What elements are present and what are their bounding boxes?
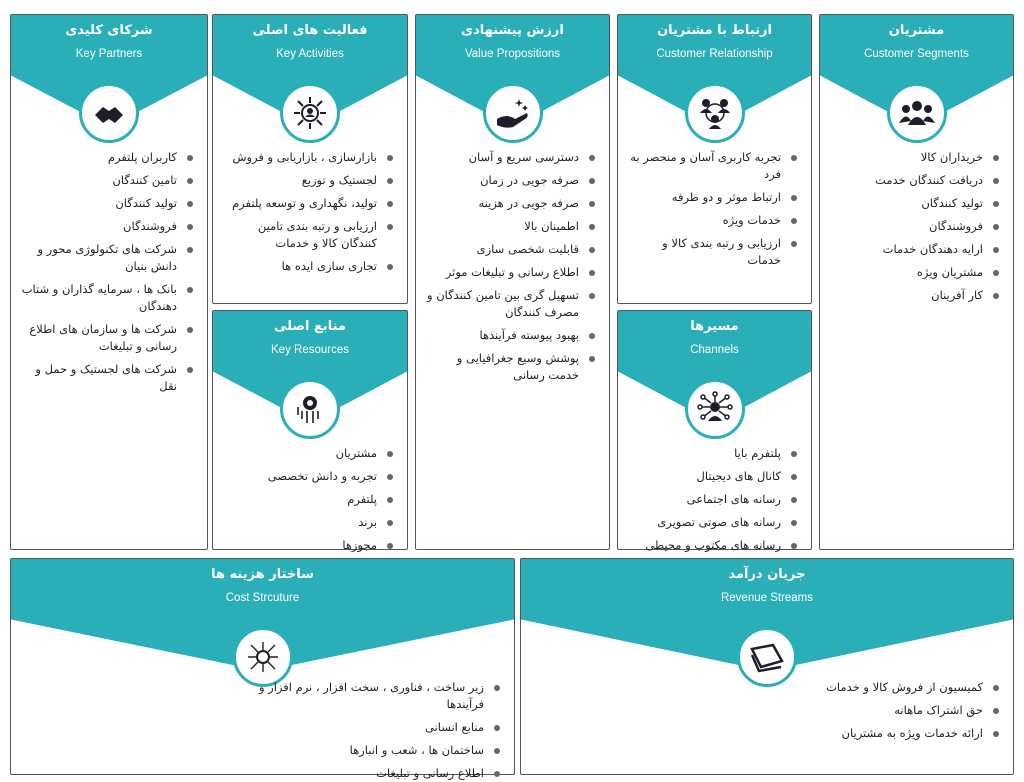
list-item: پلتفرم بایا: [628, 445, 797, 462]
panel-title-fa: مشتریان: [888, 23, 945, 38]
list-item: تجاری سازی ایده ها: [223, 258, 393, 275]
panel-header: [618, 15, 811, 135]
item-list: [823, 679, 1013, 742]
list-item: تولید کنندگان: [830, 195, 999, 212]
list-item: شرکت های تکنولوژی محور و دانش بنیان: [21, 241, 193, 275]
list-item: تولید کنندگان: [21, 195, 193, 212]
list-item: مشتریان ویژه: [830, 264, 999, 281]
panel-title-fa: مسیرها: [690, 319, 739, 334]
panel-title-fa: شرکای کلیدی: [65, 23, 153, 38]
panel-value-propositions: [415, 14, 610, 550]
list-item: فروشندگان: [830, 218, 999, 235]
panel-title-fa: منابع اصلی: [273, 319, 346, 334]
list-item: رسانه های مکتوب و محیطی: [628, 537, 797, 554]
list-item: مشتریان: [223, 445, 393, 462]
list-item: کانال های دیجیتال: [628, 468, 797, 485]
panel-title-en: Value Propositions: [464, 48, 561, 60]
panel-title-en: Revenue Streams: [720, 592, 814, 604]
list-item: شرکت های لجستیک و حمل و نقل: [21, 361, 193, 395]
network-person-icon: [280, 83, 340, 143]
panel-header: [11, 15, 207, 135]
hub-icon: [685, 379, 745, 439]
list-item: رسانه های اجتماعی: [628, 491, 797, 508]
item-list: [618, 431, 811, 554]
panel-revenue-streams: [520, 558, 1014, 775]
panel-header: [618, 311, 811, 431]
item-list: [213, 431, 407, 554]
list-item: بانک ها ، سرمایه گذاران و شتاب دهندگان: [21, 281, 193, 315]
panel-title-en: Channels: [690, 344, 739, 356]
handshake-icon: [79, 83, 139, 143]
item-list: [618, 135, 811, 269]
list-item: اطمینان بالا: [426, 218, 595, 235]
panel-channels: [617, 310, 812, 550]
panel-title-fa: ارتباط با مشتریان: [657, 23, 772, 38]
list-item: تامین کنندگان: [21, 172, 193, 189]
list-item: پوشش وسیع جغرافیایی و خدمت رسانی: [426, 350, 595, 384]
panel-cost-structure: [10, 558, 515, 780]
panel-title-en: Customer Segments: [864, 48, 969, 60]
panel-title-fa: ارزش پیشنهادی: [461, 23, 564, 38]
list-item: حق اشتراک ماهانه: [823, 702, 999, 719]
list-item: منابع انسانی: [224, 719, 500, 736]
list-item: مجوزها: [223, 537, 393, 554]
list-item: ارزیابی و رتبه بندی تامین کنندگان کالا و خدمات: [223, 218, 393, 252]
panel-header: [213, 15, 407, 135]
hand-sparkle-icon: [483, 83, 543, 143]
list-item: تجربه و دانش تخصصی: [223, 468, 393, 485]
panel-header: [11, 559, 514, 679]
panel-header: [213, 311, 407, 431]
list-item: ارایه دهندگان خدمات: [830, 241, 999, 258]
item-list: [213, 135, 407, 275]
panel-title-fa: فعالیت های اصلی: [252, 23, 368, 38]
panel-header: [416, 15, 609, 135]
list-item: ارتباط موثر و دو طرفه: [628, 189, 797, 206]
money-icon: [737, 627, 797, 687]
panel-title-en: Key Resources: [271, 344, 349, 356]
list-item: کمیسیون از فروش کالا و خدمات: [823, 679, 999, 696]
list-item: ساختمان ها ، شعب و انبارها: [224, 742, 500, 759]
item-list: [820, 135, 1013, 304]
list-item: ارائه خدمات ویژه به مشتریان: [823, 725, 999, 742]
list-item: تسهیل گری بین تامین کنندگان و مصرف کنندگان: [426, 287, 595, 321]
list-item: لجستیک و توزیع: [223, 172, 393, 189]
list-item: اطلاع رسانی و تبلیغات: [224, 765, 500, 782]
panel-title-en: Customer Relationship: [656, 48, 773, 60]
panel-title-en: Cost Strcuture: [225, 592, 300, 604]
panel-customer-segments: [819, 14, 1014, 550]
list-item: رسانه های صوتی تصویری: [628, 514, 797, 531]
list-item: شرکت ها و سازمان های اطلاع رسانی و تبلیغات: [21, 321, 193, 355]
coin-network-icon: [233, 627, 293, 687]
list-item: ارزیابی و رتبه بندی کالا و خدمات: [628, 235, 797, 269]
list-item: خریداران کالا: [830, 149, 999, 166]
item-list: [416, 135, 609, 384]
item-list: [224, 679, 514, 782]
gear-network-icon: [280, 379, 340, 439]
list-item: صرفه جویی در زمان: [426, 172, 595, 189]
list-item: دسترسی سریع و آسان: [426, 149, 595, 166]
list-item: بهبود پیوسته فرآیندها: [426, 327, 595, 344]
list-item: فروشندگان: [21, 218, 193, 235]
list-item: دریافت کنندگان خدمت: [830, 172, 999, 189]
list-item: پلتفرم: [223, 491, 393, 508]
panel-title-fa: جریان درآمد: [728, 567, 806, 582]
list-item: کار آفرینان: [830, 287, 999, 304]
panel-title-fa: ساختار هزینه ها: [211, 567, 314, 582]
group-icon: [887, 83, 947, 143]
list-item: کاربران پلتفرم: [21, 149, 193, 166]
list-item: صرفه جویی در هزینه: [426, 195, 595, 212]
list-item: برند: [223, 514, 393, 531]
list-item: بازارسازی ، بازاریابی و فروش: [223, 149, 393, 166]
list-item: خدمات ویژه: [628, 212, 797, 229]
panel-header: [820, 15, 1013, 135]
item-list: [11, 135, 207, 395]
list-item: تولید، نگهداری و توسعه پلتفرم: [223, 195, 393, 212]
people-connected-icon: [685, 83, 745, 143]
panel-header: [521, 559, 1013, 679]
list-item: قابلیت شخصی سازی: [426, 241, 595, 258]
panel-key-activities: [212, 14, 408, 304]
panel-key-resources: [212, 310, 408, 550]
panel-title-en: Key Activities: [276, 48, 344, 60]
list-item: تجربه کاربری آسان و منحصر به فرد: [628, 149, 797, 183]
panel-key-partners: [10, 14, 208, 550]
panel-customer-relationship: [617, 14, 812, 304]
panel-title-en: Key Partners: [75, 48, 143, 60]
list-item: اطلاع رسانی و تبلیغات موثر: [426, 264, 595, 281]
list-item: زیر ساخت ، فناوری ، سخت افزار ، نرم افزار و فرآیندها: [224, 679, 500, 713]
